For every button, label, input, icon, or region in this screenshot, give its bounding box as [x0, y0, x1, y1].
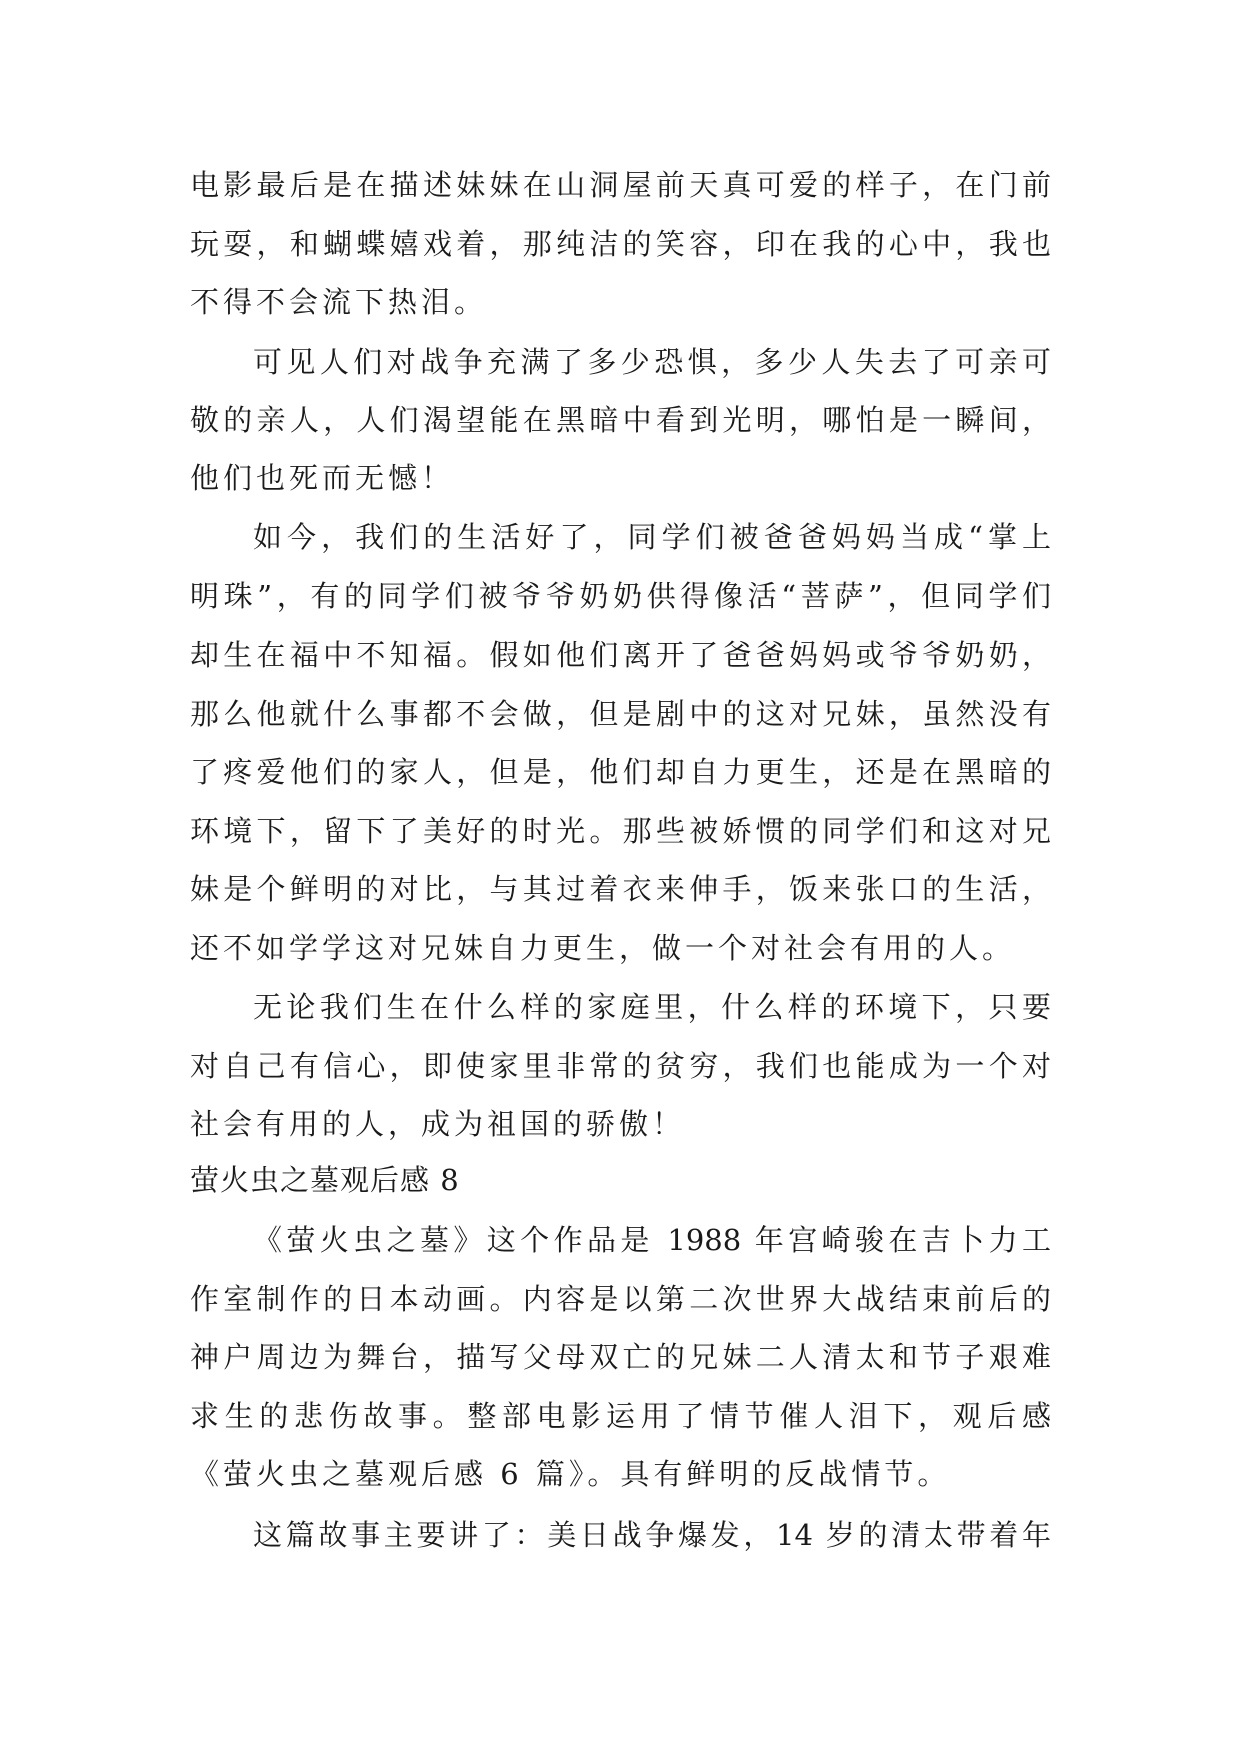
text-line: 求生的悲伤故事。整部电影运用了情节催人泪下，观后感	[190, 1399, 1051, 1433]
text-line: 可见人们对战争充满了多少恐惧，多少人失去了可亲可	[253, 345, 1051, 379]
text-line: 《萤火虫之墓》这个作品是 1988 年宫崎骏在吉卜力工	[253, 1223, 1051, 1257]
text-line: 玩耍，和蝴蝶嬉戏着，那纯洁的笑容，印在我的心中，我也	[190, 227, 1051, 261]
text-line: 却生在福中不知福。假如他们离开了爸爸妈妈或爷爷奶奶，	[190, 638, 1051, 672]
text-line: 电影最后是在描述妹妹在山洞屋前天真可爱的样子，在门前	[190, 168, 1051, 202]
text-line: 那么他就什么事都不会做，但是剧中的这对兄妹，虽然没有	[190, 697, 1051, 731]
section-heading: 萤火虫之墓观后感 8	[190, 1163, 460, 1197]
text-line: 如今，我们的生活好了，同学们被爸爸妈妈当成“掌上	[253, 520, 1051, 554]
text-line: 了疼爱他们的家人，但是，他们却自力更生，还是在黑暗的	[190, 755, 1051, 789]
text-line: 他们也死而无憾！	[190, 461, 455, 495]
text-line: 作室制作的日本动画。内容是以第二次世界大战结束前后的	[190, 1282, 1051, 1316]
text-line: 不得不会流下热泪。	[190, 285, 488, 319]
text-line: 环境下，留下了美好的时光。那些被娇惯的同学们和这对兄	[190, 814, 1051, 848]
text-line: 神户周边为舞台，描写父母双亡的兄妹二人清太和节子艰难	[190, 1340, 1051, 1374]
text-line: 无论我们生在什么样的家庭里，什么样的环境下，只要	[253, 990, 1051, 1024]
text-line: 对自己有信心，即使家里非常的贫穷，我们也能成为一个对	[190, 1049, 1051, 1083]
text-line: 还不如学学这对兄妹自力更生，做一个对社会有用的人。	[190, 931, 1016, 965]
text-line: 明珠”，有的同学们被爷爷奶奶供得像活“菩萨”，但同学们	[190, 579, 1051, 613]
text-line: 社会有用的人，成为祖国的骄傲！	[190, 1107, 686, 1141]
text-line: 《萤火虫之墓观后感 6 篇》。具有鲜明的反战情节。	[190, 1457, 951, 1491]
text-line: 敬的亲人，人们渴望能在黑暗中看到光明，哪怕是一瞬间，	[190, 403, 1051, 437]
text-line: 妹是个鲜明的对比，与其过着衣来伸手，饭来张口的生活，	[190, 872, 1051, 906]
text-line: 这篇故事主要讲了：美日战争爆发，14 岁的清太带着年	[253, 1518, 1051, 1552]
